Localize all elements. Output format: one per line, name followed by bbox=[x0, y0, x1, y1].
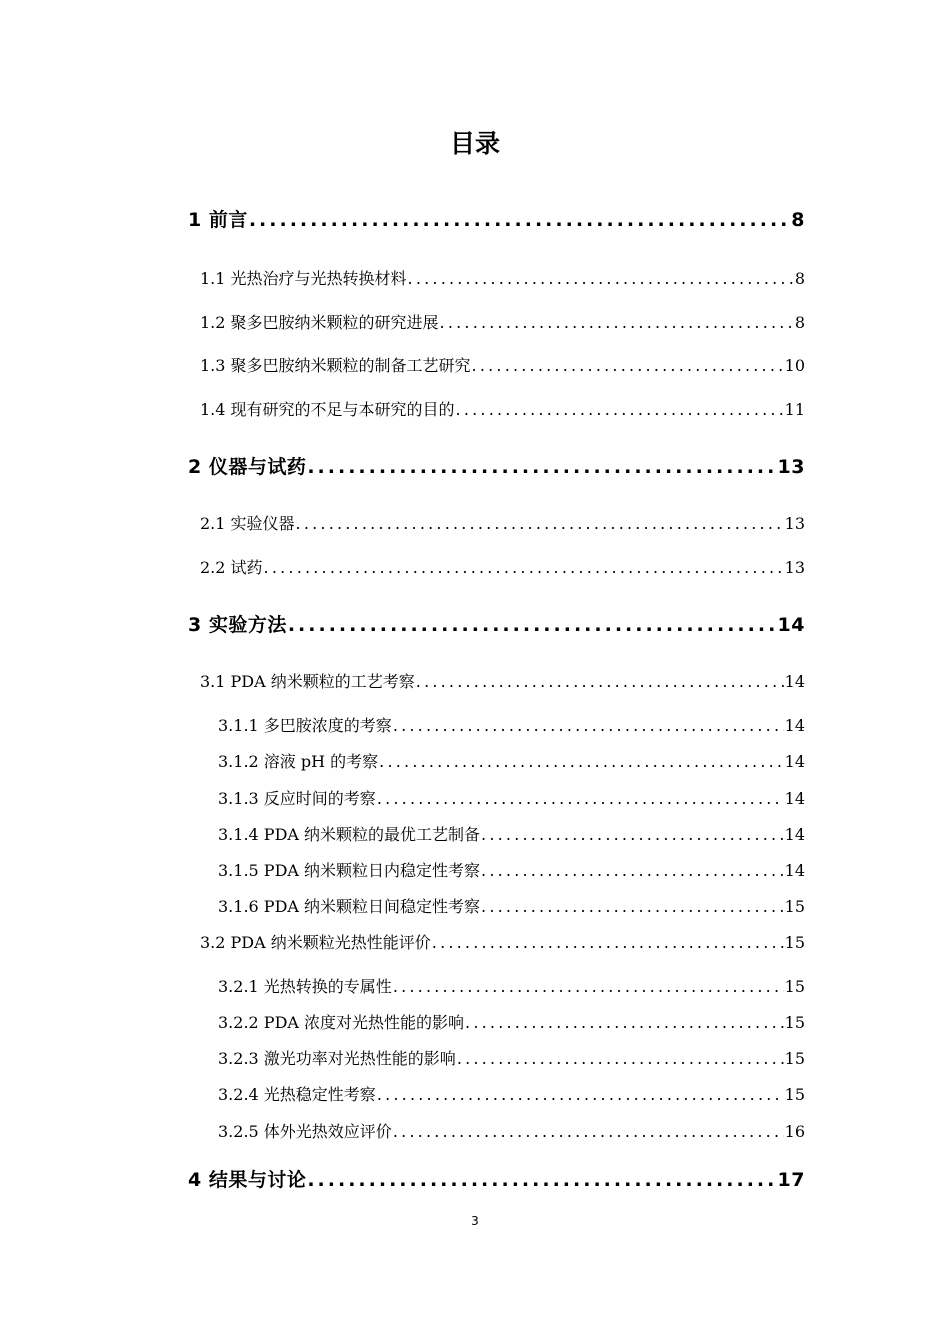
dot-leader bbox=[465, 1013, 784, 1032]
dot-leader bbox=[408, 269, 794, 288]
toc-entry-label: 3.1.3 反应时间的考察 bbox=[218, 789, 376, 808]
toc-entry-3-2-5[interactable] bbox=[218, 1119, 805, 1142]
toc-page-number: 10 bbox=[784, 356, 805, 375]
toc-page-number: 8 bbox=[794, 313, 805, 332]
toc-entry-label: 1.2 聚多巴胺纳米颗粒的研究进展 bbox=[200, 313, 439, 332]
dot-leader bbox=[440, 313, 794, 332]
toc-page-number: 8 bbox=[791, 209, 805, 231]
toc-entry-1-3[interactable] bbox=[200, 353, 805, 376]
toc-entry-label: 4 结果与讨论 bbox=[188, 1169, 307, 1191]
toc-entry-label: 1.1 光热治疗与光热转换材料 bbox=[200, 269, 407, 288]
toc-page-number: 13 bbox=[784, 514, 805, 533]
dot-leader bbox=[379, 752, 783, 771]
dot-leader bbox=[307, 456, 776, 478]
toc-entry-3-1-3[interactable] bbox=[218, 786, 805, 809]
dot-leader bbox=[393, 1122, 784, 1141]
toc-entry-3[interactable] bbox=[188, 610, 805, 637]
toc-entry-1-2[interactable] bbox=[200, 310, 805, 333]
page-number-footer: 3 bbox=[471, 1214, 479, 1228]
toc-page-number: 17 bbox=[777, 1169, 805, 1191]
toc-page-number: 8 bbox=[794, 269, 805, 288]
toc-page-number: 14 bbox=[784, 716, 805, 735]
toc-entry-1-1[interactable] bbox=[200, 266, 805, 289]
toc-entry-3-1-2[interactable] bbox=[218, 749, 805, 772]
toc-page-number: 14 bbox=[777, 614, 805, 636]
toc-page-number: 14 bbox=[784, 672, 805, 691]
dot-leader bbox=[457, 1049, 784, 1068]
toc-page-number: 13 bbox=[784, 558, 805, 577]
toc-entry-3-2-4[interactable] bbox=[218, 1082, 805, 1105]
toc-entry-1[interactable] bbox=[188, 205, 805, 232]
toc-entry-label: 1.4 现有研究的不足与本研究的目的 bbox=[200, 400, 455, 419]
toc-page-number: 15 bbox=[784, 1085, 805, 1104]
toc-entry-1-4[interactable] bbox=[200, 397, 805, 420]
toc-entry-3-2-3[interactable] bbox=[218, 1046, 805, 1069]
dot-leader bbox=[307, 1169, 776, 1191]
toc-entry-label: 3.1.5 PDA 纳米颗粒日内稳定性考察 bbox=[218, 861, 481, 880]
toc-entry-label: 3.2.4 光热稳定性考察 bbox=[218, 1085, 376, 1104]
dot-leader bbox=[377, 789, 784, 808]
toc-entry-2-2[interactable] bbox=[200, 555, 805, 578]
toc-entry-2[interactable] bbox=[188, 452, 805, 479]
toc-entry-2-1[interactable] bbox=[200, 511, 805, 534]
toc-entry-3-1-5[interactable] bbox=[218, 858, 805, 881]
toc-entry-label: 3.1.4 PDA 纳米颗粒的最优工艺制备 bbox=[218, 825, 481, 844]
toc-entry-label: 3.1 PDA 纳米颗粒的工艺考察 bbox=[200, 672, 415, 691]
toc-entry-label: 3.2.3 激光功率对光热性能的影响 bbox=[218, 1049, 456, 1068]
toc-page-number: 13 bbox=[777, 456, 805, 478]
dot-leader bbox=[432, 933, 784, 952]
toc-entry-3-1[interactable] bbox=[200, 669, 805, 692]
dot-leader bbox=[377, 1085, 784, 1104]
toc-page-number: 14 bbox=[784, 752, 805, 771]
dot-leader bbox=[481, 825, 784, 844]
dot-leader bbox=[393, 977, 784, 996]
toc-entry-label: 3.2.2 PDA 浓度对光热性能的影响 bbox=[218, 1013, 465, 1032]
toc-entry-label: 2.2 试药 bbox=[200, 558, 263, 577]
toc-entry-label: 1.3 聚多巴胺纳米颗粒的制备工艺研究 bbox=[200, 356, 471, 375]
toc-page-number: 14 bbox=[784, 789, 805, 808]
toc-page-number: 15 bbox=[784, 1013, 805, 1032]
dot-leader bbox=[472, 356, 784, 375]
toc-entry-3-2-1[interactable] bbox=[218, 974, 805, 997]
toc-page-number: 11 bbox=[784, 400, 805, 419]
toc-page-number: 15 bbox=[784, 977, 805, 996]
toc-entry-label: 2.1 实验仪器 bbox=[200, 514, 295, 533]
toc-entry-label: 3.1.2 溶液 pH 的考察 bbox=[218, 752, 379, 771]
toc-entry-label: 3.2 PDA 纳米颗粒光热性能评价 bbox=[200, 933, 431, 952]
toc-entry-label: 1 前言 bbox=[188, 209, 248, 231]
dot-leader bbox=[481, 861, 784, 880]
toc-entry-3-1-1[interactable] bbox=[218, 713, 805, 736]
toc-entry-label: 3 实验方法 bbox=[188, 614, 287, 636]
toc-entry-4[interactable] bbox=[188, 1165, 805, 1192]
dot-leader bbox=[249, 209, 790, 231]
toc-entry-3-2[interactable] bbox=[200, 930, 805, 953]
toc-entry-3-2-2[interactable] bbox=[218, 1010, 805, 1033]
toc-page-number: 15 bbox=[784, 897, 805, 916]
dot-leader bbox=[264, 558, 784, 577]
toc-entry-3-1-4[interactable] bbox=[218, 822, 805, 845]
toc-entry-label: 2 仪器与试药 bbox=[188, 456, 307, 478]
page-title: 目录 bbox=[449, 129, 500, 158]
toc-page-number: 16 bbox=[784, 1122, 805, 1141]
toc-page-number: 14 bbox=[784, 861, 805, 880]
toc-page-number: 14 bbox=[784, 825, 805, 844]
toc-entry-label: 3.2.1 光热转换的专属性 bbox=[218, 977, 392, 996]
dot-leader bbox=[393, 716, 784, 735]
toc-entry-label: 3.1.1 多巴胺浓度的考察 bbox=[218, 716, 392, 735]
dot-leader bbox=[416, 672, 784, 691]
toc-entry-label: 3.2.5 体外光热效应评价 bbox=[218, 1122, 392, 1141]
toc-page-number: 15 bbox=[784, 1049, 805, 1068]
dot-leader bbox=[456, 400, 784, 419]
dot-leader bbox=[288, 614, 777, 636]
dot-leader bbox=[481, 897, 784, 916]
toc-entry-label: 3.1.6 PDA 纳米颗粒日间稳定性考察 bbox=[218, 897, 481, 916]
toc-entry-3-1-6[interactable] bbox=[218, 894, 805, 917]
toc-page-number: 15 bbox=[784, 933, 805, 952]
dot-leader bbox=[296, 514, 784, 533]
